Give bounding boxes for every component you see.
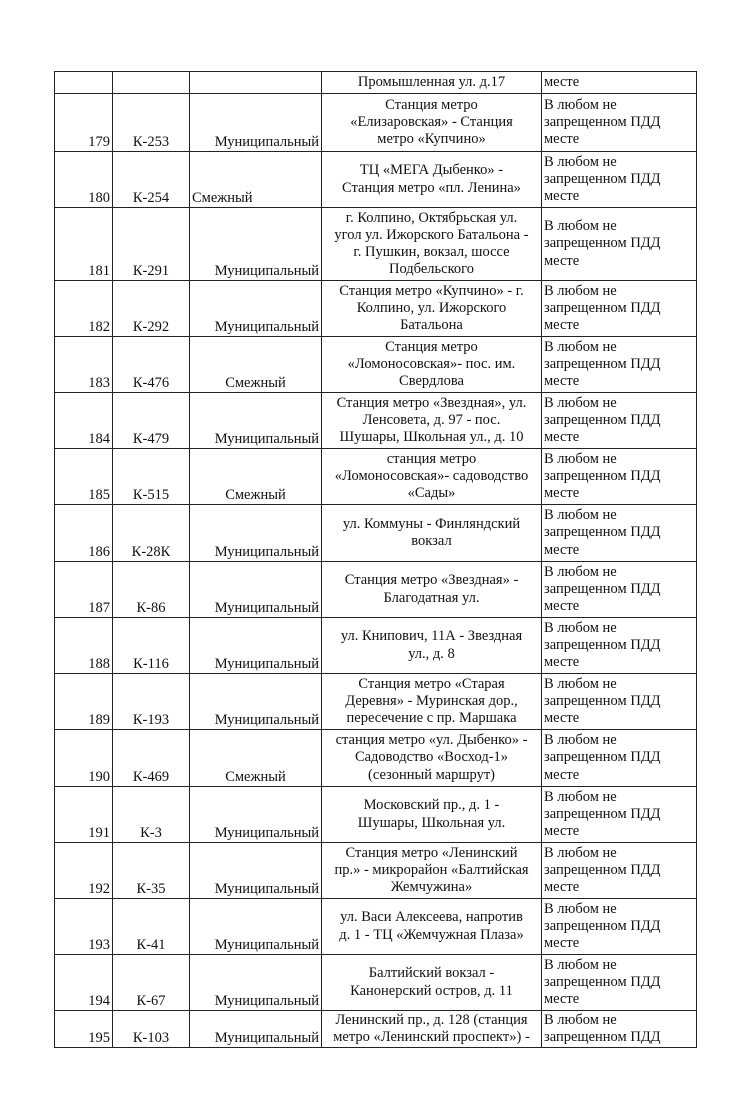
row-number-cell: 195	[55, 1011, 113, 1048]
table-row	[55, 1011, 697, 1048]
route-code-cell: К-292	[113, 281, 190, 337]
table-row	[55, 562, 697, 618]
row-number-cell: 190	[55, 730, 113, 787]
route-description-line: (сезонный маршрут)	[368, 766, 495, 783]
stop-rule-line: запрещенном ПДД	[544, 692, 661, 709]
route-description-cell	[322, 505, 542, 562]
row-number-cell: 182	[55, 281, 113, 337]
route-code-cell: К-35	[113, 843, 190, 899]
route-type-cell: Муниципальный	[190, 505, 322, 562]
stop-rule-line: запрещенном ПДД	[544, 917, 661, 934]
route-description-line: Батальона	[400, 317, 463, 334]
route-description-line: станция метро	[386, 450, 477, 467]
route-description-line: метро «Ленинский проспект») -	[333, 1029, 530, 1045]
route-type-cell: Смежный	[190, 152, 322, 208]
route-description-line: пересечение с пр. Маршака	[346, 710, 517, 727]
stop-rule-line: В любом не	[544, 96, 617, 113]
stop-rule-line: запрещенном ПДД	[544, 861, 661, 878]
stop-rule-line: месте	[544, 73, 580, 90]
route-code-cell: К-479	[113, 393, 190, 449]
stop-rule-line: В любом не	[544, 956, 617, 973]
route-type-cell: Муниципальный	[190, 1011, 322, 1048]
stop-rule-cell	[542, 674, 697, 730]
route-code-cell: К-476	[113, 337, 190, 393]
route-type-cell: Муниципальный	[190, 94, 322, 152]
route-type-cell: Муниципальный	[190, 899, 322, 955]
route-description-cell	[322, 843, 542, 899]
route-code-cell: К-291	[113, 208, 190, 281]
table-row	[55, 72, 697, 94]
route-description-line: Станция метро «Ленинский	[345, 844, 518, 861]
route-description-cell	[322, 208, 542, 281]
route-description-line: Станция метро «Старая	[358, 675, 505, 692]
route-code-cell: К-86	[113, 562, 190, 618]
route-type-cell: Муниципальный	[190, 393, 322, 449]
route-type-cell: Муниципальный	[190, 843, 322, 899]
route-description-line: угол ул. Ижорского Батальона -	[334, 226, 529, 243]
route-description-line: г. Пушкин, вокзал, шоссе	[353, 244, 510, 260]
stop-rule-line: В любом не	[544, 218, 617, 235]
route-description-line: ТЦ «МЕГА Дыбенко» -	[359, 162, 504, 179]
stop-rule-line: запрещенном ПДД	[544, 580, 661, 597]
route-code-cell: К-41	[113, 899, 190, 955]
stop-rule-line: В любом не	[544, 450, 617, 467]
row-number-cell: 194	[55, 955, 113, 1011]
route-description-cell	[322, 72, 542, 94]
route-type-cell: Муниципальный	[190, 281, 322, 337]
row-number-cell: 192	[55, 843, 113, 899]
route-description-line: Промышленная ул. д.17	[357, 73, 506, 90]
stop-rule-line: месте	[544, 252, 580, 269]
route-code-cell: К-254	[113, 152, 190, 208]
stop-rule-line: месте	[544, 317, 580, 334]
stop-rule-line: месте	[544, 541, 580, 558]
table-row	[55, 505, 697, 562]
row-number-cell: 186	[55, 505, 113, 562]
stop-rule-line: месте	[544, 373, 580, 390]
route-description-line: ул. Васи Алексеева, напротив	[340, 909, 523, 926]
route-description-line: Балтийский вокзал -	[368, 965, 495, 982]
stop-rule-line: запрещенном ПДД	[544, 299, 661, 316]
row-number-cell: 191	[55, 787, 113, 843]
stop-rule-cell	[542, 1011, 697, 1048]
stop-rule-cell	[542, 505, 697, 562]
row-number-cell: 179	[55, 94, 113, 152]
route-description-line: «Елизаровская» - Станция	[350, 113, 513, 130]
route-description-cell	[322, 899, 542, 955]
table-row	[55, 393, 697, 449]
stop-rule-line: месте	[544, 429, 580, 446]
route-description-line: д. 1 - ТЦ «Жемчужная Плаза»	[339, 926, 524, 943]
route-description-line: Станция метро	[385, 96, 478, 113]
route-description-line: Станция метро «пл. Ленина»	[342, 179, 521, 196]
stop-rule-line: месте	[544, 188, 580, 205]
route-code-cell: К-469	[113, 730, 190, 787]
stop-rule-line: В любом не	[544, 1011, 617, 1028]
route-code-cell: К-193	[113, 674, 190, 730]
stop-rule-cell	[542, 94, 697, 152]
route-description-line: «Сады»	[407, 485, 456, 502]
route-description-line: Канонерский остров, д. 11	[350, 982, 513, 999]
stop-rule-cell	[542, 449, 697, 505]
row-number-cell: 183	[55, 337, 113, 393]
stop-rule-cell	[542, 152, 697, 208]
stop-rule-line: запрещенном ПДД	[544, 1029, 661, 1045]
row-number-cell: 180	[55, 152, 113, 208]
route-code-cell: К-28К	[113, 505, 190, 562]
row-number-cell: 193	[55, 899, 113, 955]
stop-rule-line: запрещенном ПДД	[544, 805, 661, 822]
stop-rule-line: месте	[544, 710, 580, 727]
route-description-line: Станция метро «Звездная» -	[344, 572, 519, 589]
row-number-cell: 188	[55, 618, 113, 674]
route-code-cell: К-103	[113, 1011, 190, 1048]
route-description-cell	[322, 281, 542, 337]
stop-rule-line: В любом не	[544, 844, 617, 861]
stop-rule-cell	[542, 337, 697, 393]
route-description-cell	[322, 618, 542, 674]
route-code-cell: К-515	[113, 449, 190, 505]
stop-rule-line: запрещенном ПДД	[544, 636, 661, 653]
route-code-cell: К-3	[113, 787, 190, 843]
route-description-line: г. Колпино, Октябрьская ул.	[345, 209, 518, 226]
route-type-cell: Муниципальный	[190, 618, 322, 674]
stop-rule-cell	[542, 618, 697, 674]
table-row	[55, 674, 697, 730]
route-description-line: Московский пр., д. 1 -	[363, 797, 500, 814]
route-description-cell	[322, 955, 542, 1011]
route-description-line: Свердлова	[399, 373, 464, 390]
stop-rule-line: В любом не	[544, 507, 617, 524]
stop-rule-cell	[542, 281, 697, 337]
stop-rule-line: месте	[544, 485, 580, 502]
route-description-line: Ленсовета, д. 97 - пос.	[362, 411, 501, 428]
stop-rule-cell	[542, 730, 697, 787]
table-row	[55, 281, 697, 337]
table-row	[55, 730, 697, 787]
stop-rule-line: В любом не	[544, 788, 617, 805]
stop-rule-line: запрещенном ПДД	[544, 235, 661, 252]
stop-rule-line: запрещенном ПДД	[544, 467, 661, 484]
route-description-line: «Ломоносовская»- садоводство	[334, 467, 529, 484]
stop-rule-line: В любом не	[544, 153, 617, 170]
route-type-cell	[190, 72, 322, 94]
route-description-line: Станция метро	[385, 338, 478, 355]
stop-rule-line: запрещенном ПДД	[544, 411, 661, 428]
route-description-line: Шушары, Школьная ул., д. 10	[339, 429, 524, 446]
stop-rule-line: запрещенном ПДД	[544, 170, 661, 187]
stop-rule-line: В любом не	[544, 282, 617, 299]
stop-rule-line: В любом не	[544, 394, 617, 411]
stop-rule-line: В любом не	[544, 563, 617, 580]
route-type-cell: Смежный	[190, 730, 322, 787]
stop-rule-line: месте	[544, 935, 580, 952]
stop-rule-cell	[542, 72, 697, 94]
stop-rule-line: В любом не	[544, 732, 617, 749]
stop-rule-line: В любом не	[544, 675, 617, 692]
table-row	[55, 337, 697, 393]
row-number-cell: 184	[55, 393, 113, 449]
route-type-cell: Муниципальный	[190, 955, 322, 1011]
stop-rule-cell	[542, 562, 697, 618]
routes-table-body	[55, 72, 697, 1048]
table-row	[55, 787, 697, 843]
table-row	[55, 208, 697, 281]
table-row	[55, 955, 697, 1011]
route-description-line: пр.» - микрорайон «Балтийская	[334, 861, 529, 878]
stop-rule-cell	[542, 787, 697, 843]
route-description-line: станция метро «ул. Дыбенко» -	[335, 732, 528, 749]
route-description-line: вокзал	[411, 533, 452, 549]
stop-rule-line: месте	[544, 654, 580, 671]
route-description-line: ул. Книпович, 11А - Звездная	[340, 628, 523, 645]
table-row	[55, 94, 697, 152]
route-type-cell: Муниципальный	[190, 208, 322, 281]
routes-table	[54, 71, 697, 1048]
route-description-line: ул. Коммуны - Финляндский	[342, 515, 521, 532]
stop-rule-line: месте	[544, 823, 580, 840]
route-description-cell	[322, 449, 542, 505]
route-description-cell	[322, 562, 542, 618]
stop-rule-line: запрещенном ПДД	[544, 113, 661, 130]
stop-rule-line: запрещенном ПДД	[544, 524, 661, 541]
stop-rule-cell	[542, 208, 697, 281]
stop-rule-line: В любом не	[544, 900, 617, 917]
table-row	[55, 899, 697, 955]
route-type-cell: Муниципальный	[190, 787, 322, 843]
stop-rule-line: В любом не	[544, 619, 617, 636]
route-description-line: Станция метро «Купчино» - г.	[339, 282, 524, 299]
stop-rule-line: месте	[544, 766, 580, 783]
route-type-cell: Муниципальный	[190, 674, 322, 730]
stop-rule-line: месте	[544, 991, 580, 1008]
stop-rule-cell	[542, 955, 697, 1011]
table-row	[55, 618, 697, 674]
stop-rule-line: месте	[544, 879, 580, 896]
route-description-line: Станция метро «Звездная», ул.	[336, 394, 527, 411]
route-type-cell: Муниципальный	[190, 562, 322, 618]
stop-rule-cell	[542, 843, 697, 899]
stop-rule-line: В любом не	[544, 338, 617, 355]
route-description-line: ул., д. 8	[408, 645, 455, 662]
route-description-cell	[322, 337, 542, 393]
route-description-cell	[322, 787, 542, 843]
table-row	[55, 843, 697, 899]
stop-rule-cell	[542, 393, 697, 449]
route-type-cell: Смежный	[190, 449, 322, 505]
route-code-cell: К-116	[113, 618, 190, 674]
route-description-line: Благодатная ул.	[383, 589, 480, 606]
route-description-line: «Ломоносовская»- пос. им.	[347, 355, 516, 372]
route-code-cell: К-67	[113, 955, 190, 1011]
route-code-cell: К-253	[113, 94, 190, 152]
route-description-line: Ленинский пр., д. 128 (станция	[335, 1011, 528, 1028]
row-number-cell	[55, 72, 113, 94]
route-description-line: Подбельского	[389, 261, 474, 278]
route-type-cell: Смежный	[190, 337, 322, 393]
stop-rule-cell	[542, 899, 697, 955]
row-number-cell: 187	[55, 562, 113, 618]
route-description-cell	[322, 674, 542, 730]
stop-rule-line: запрещенном ПДД	[544, 749, 661, 766]
stop-rule-line: запрещенном ПДД	[544, 973, 661, 990]
route-description-cell	[322, 94, 542, 152]
route-description-line: Колпино, ул. Ижорского	[356, 299, 507, 316]
row-number-cell: 185	[55, 449, 113, 505]
route-description-cell	[322, 730, 542, 787]
route-description-cell	[322, 393, 542, 449]
route-description-line: Садоводство «Восход-1»	[354, 749, 509, 766]
row-number-cell: 181	[55, 208, 113, 281]
row-number-cell: 189	[55, 674, 113, 730]
stop-rule-line: месте	[544, 598, 580, 615]
stop-rule-line: месте	[544, 131, 580, 148]
route-description-line: метро «Купчино»	[377, 131, 486, 148]
route-code-cell	[113, 72, 190, 94]
route-description-line: Шушары, Школьная ул.	[357, 814, 506, 831]
route-description-line: Жемчужина»	[390, 879, 473, 896]
stop-rule-line: запрещенном ПДД	[544, 355, 661, 372]
route-description-cell	[322, 152, 542, 208]
route-description-line: Деревня» - Муринская дор.,	[345, 692, 518, 709]
route-description-cell	[322, 1011, 542, 1048]
table-row	[55, 152, 697, 208]
table-row	[55, 449, 697, 505]
